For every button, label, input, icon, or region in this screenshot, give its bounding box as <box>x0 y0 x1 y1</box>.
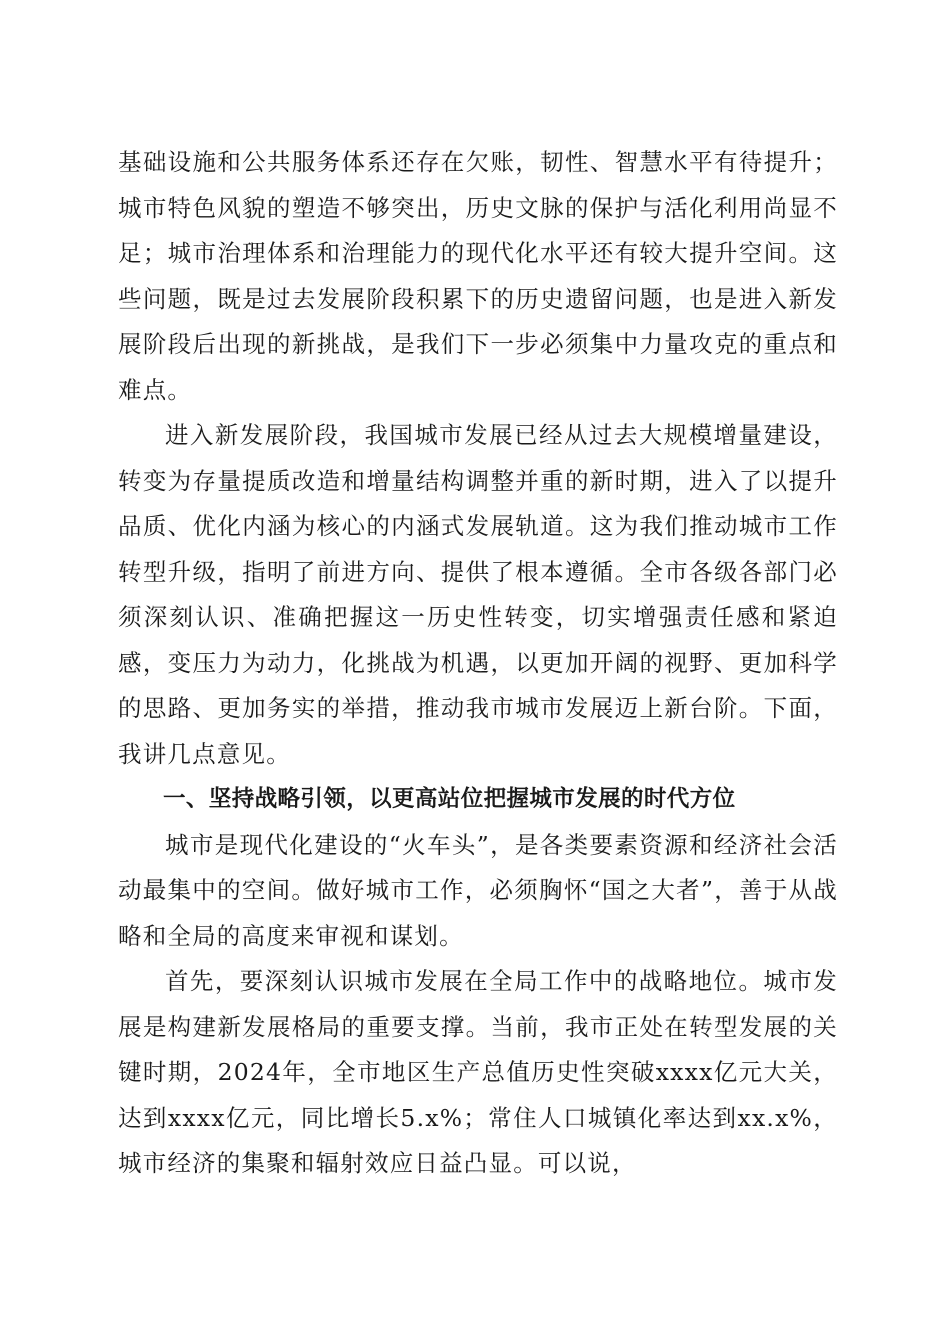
paragraph-new-stage: 进入新发展阶段，我国城市发展已经从过去大规模增量建设，转变为存量提质改造和增量结构调整并重的新时期，进入了以提升品质、优化内涵为核心的内涵式发展轨道。这为我们推动城市工作转型升级，指明了前进方向、提供了根本遵循。全市各级各部门必须深刻认识、准确把握这一历史性转变，切实增强责任感和紧迫感，变压力为动力，化挑战为机遇，以更加开阔的视野、更加科学的思路、更加务实的举措，推动我市城市发展迈上新台阶。下面，我讲几点意见。 <box>118 421 838 768</box>
paragraph-continued: 基础设施和公共服务体系还存在欠账，韧性、智慧水平有待提升；城市特色风貌的塑造不够突出，历史文脉的保护与活化利用尚显不足；城市治理体系和治理能力的现代化水平还有较大提升空间。这些问题，既是过去发展阶段积累下的历史遗留问题，也是进入新发展阶段后出现的新挑战，是我们下一步必须集中力量攻克的重点和难点。 <box>118 148 838 404</box>
section-heading: 一、坚持战略引领，以更高站位把握城市发展的时代方位 <box>163 786 736 812</box>
paragraph-locomotive: 城市是现代化建设的“火车头”，是各类要素资源和经济社会活动最集中的空间。做好城市工作，必须胸怀“国之大者”，善于从战略和全局的高度来审视和谋划。 <box>118 830 838 950</box>
paragraph-strategic-position: 首先，要深刻认识城市发展在全局工作中的战略地位。城市发展是构建新发展格局的重要支撑。当前，我市正处在转型发展的关键时期，2024年，全市地区生产总值历史性突破xxxx亿元大关，达到xxxx亿元，同比增长5.x%；常住人口城镇化率达到xx.x%，城市经济的集聚和辐射效应日益凸显。可以说， <box>118 967 838 1177</box>
document-body <box>118 140 838 1187</box>
